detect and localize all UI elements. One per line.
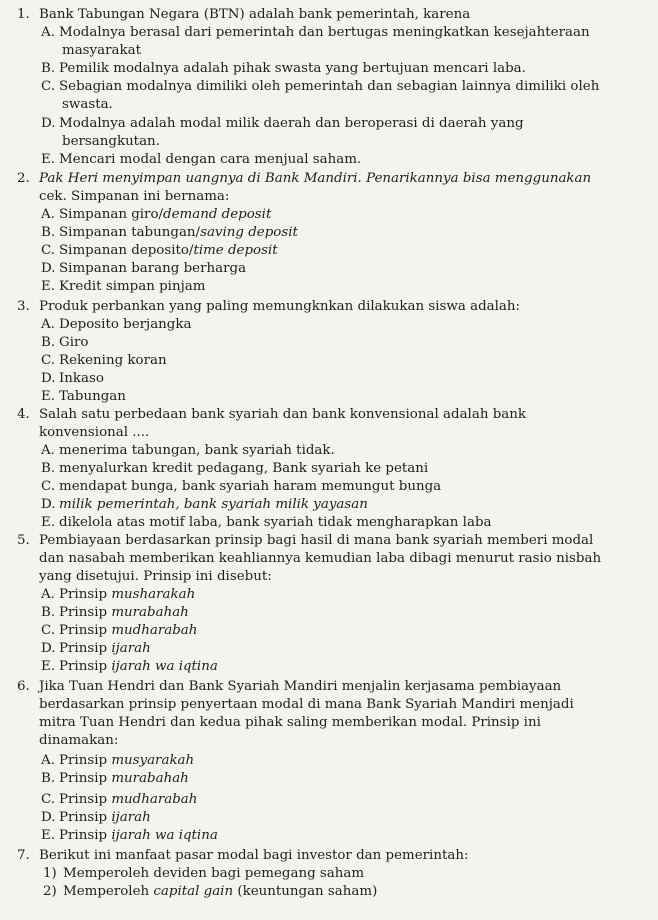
q7-item-1: 1) Memperoleh deviden bagi pemegang saham — [43, 866, 365, 881]
question-5-stem-cont-1: dan nasabah memberikan keahliannya kemudian laba dibagi menurut rasio nisbah — [39, 551, 602, 566]
q1-option-a: A. Modalnya berasal dari pemerintah dan bertugas meningkatkan kesejahteraan — [41, 25, 590, 40]
question-5-stem: 5. Pembiayaan berdasarkan prinsip bagi hasil di mana bank syariah memberi modal — [17, 533, 594, 548]
q7-item-2: 2) Memperoleh capital gain (keuntungan saham) — [43, 884, 378, 899]
question-2-stem: 2. Pak Heri menyimpan uangnya di Bank Mandiri. Penarikannya bisa menggunakan — [17, 171, 592, 186]
question-4-stem: 4. Salah satu perbedaan bank syariah dan bank konvensional adalah bank — [17, 407, 526, 422]
q2-option-d: D. Simpanan barang berharga — [41, 261, 247, 276]
question-1-stem: 1. Bank Tabungan Negara (BTN) adalah bank pemerintah, karena — [17, 7, 471, 22]
q6-option-e: E. Prinsip ijarah wa iqtina — [41, 828, 218, 843]
question-7-stem: 7. Berikut ini manfaat pasar modal bagi investor dan pemerintah: — [17, 848, 469, 863]
q3-option-d: D. Inkaso — [41, 371, 104, 386]
q3-option-b: B. Giro — [41, 335, 89, 350]
q2-option-e: E. Kredit simpan pinjam — [41, 279, 206, 294]
q1-option-d-cont: bersangkutan. — [62, 134, 160, 149]
q4-option-a: A. menerima tabungan, bank syariah tidak. — [41, 443, 335, 458]
q1-option-c: C. Sebagian modalnya dimiliki oleh pemerintah dan sebagian lainnya dimiliki oleh — [41, 79, 600, 94]
q5-option-b: B. Prinsip murabahah — [41, 605, 189, 620]
q2-option-b: B. Simpanan tabungan/saving deposit — [41, 225, 298, 240]
q6-option-c: C. Prinsip mudharabah — [41, 792, 198, 807]
question-6-stem-cont-3: dinamakan: — [39, 733, 119, 748]
q5-option-d: D. Prinsip ijarah — [41, 641, 151, 656]
q1-option-e: E. Mencari modal dengan cara menjual saham. — [41, 152, 362, 167]
question-6-stem-cont-2: mitra Tuan Hendri dan kedua pihak saling memberikan modal. Prinsip ini — [39, 715, 541, 730]
question-2-stem-cont: cek. Simpanan ini bernama: — [39, 189, 230, 204]
q1-option-d: D. Modalnya adalah modal milik daerah dan beroperasi di daerah yang — [41, 116, 524, 131]
q3-option-c: C. Rekening koran — [41, 353, 167, 368]
q4-option-c: C. mendapat bunga, bank syariah haram memungut bunga — [41, 479, 442, 494]
question-6-stem: 6. Jika Tuan Hendri dan Bank Syariah Mandiri menjalin kerjasama pembiayaan — [17, 679, 562, 694]
q2-option-c: C. Simpanan deposito/time deposit — [41, 243, 278, 258]
question-5-stem-cont-2: yang disetujui. Prinsip ini disebut: — [39, 569, 272, 584]
q5-option-a: A. Prinsip musharakah — [41, 587, 196, 602]
q4-option-d: D. milik pemerintah, bank syariah milik yayasan — [41, 497, 368, 512]
q4-option-b: B. menyalurkan kredit pedagang, Bank syariah ke petani — [41, 461, 429, 476]
q4-option-e: E. dikelola atas motif laba, bank syariah tidak mengharapkan laba — [41, 515, 492, 530]
q6-option-b: B. Prinsip murabahah — [41, 771, 189, 786]
question-3-stem: 3. Produk perbankan yang paling memungknkan dilakukan siswa adalah: — [17, 299, 521, 314]
q6-option-d: D. Prinsip ijarah — [41, 810, 151, 825]
q6-option-a: A. Prinsip musyarakah — [41, 753, 195, 768]
q1-option-a-cont: masyarakat — [62, 43, 141, 58]
q5-option-c: C. Prinsip mudharabah — [41, 623, 198, 638]
q5-option-e: E. Prinsip ijarah wa iqtina — [41, 659, 218, 674]
q1-option-c-cont: swasta. — [62, 97, 113, 112]
question-4-stem-cont: konvensional .... — [39, 425, 150, 440]
q3-option-a: A. Deposito berjangka — [41, 317, 192, 332]
q1-option-b: B. Pemilik modalnya adalah pihak swasta yang bertujuan mencari laba. — [41, 61, 526, 76]
q2-option-a: A. Simpanan giro/demand deposit — [41, 207, 272, 222]
question-6-stem-cont-1: berdasarkan prinsip penyertaan modal di mana Bank Syariah Mandiri menjadi — [39, 697, 574, 712]
q3-option-e: E. Tabungan — [41, 389, 126, 404]
